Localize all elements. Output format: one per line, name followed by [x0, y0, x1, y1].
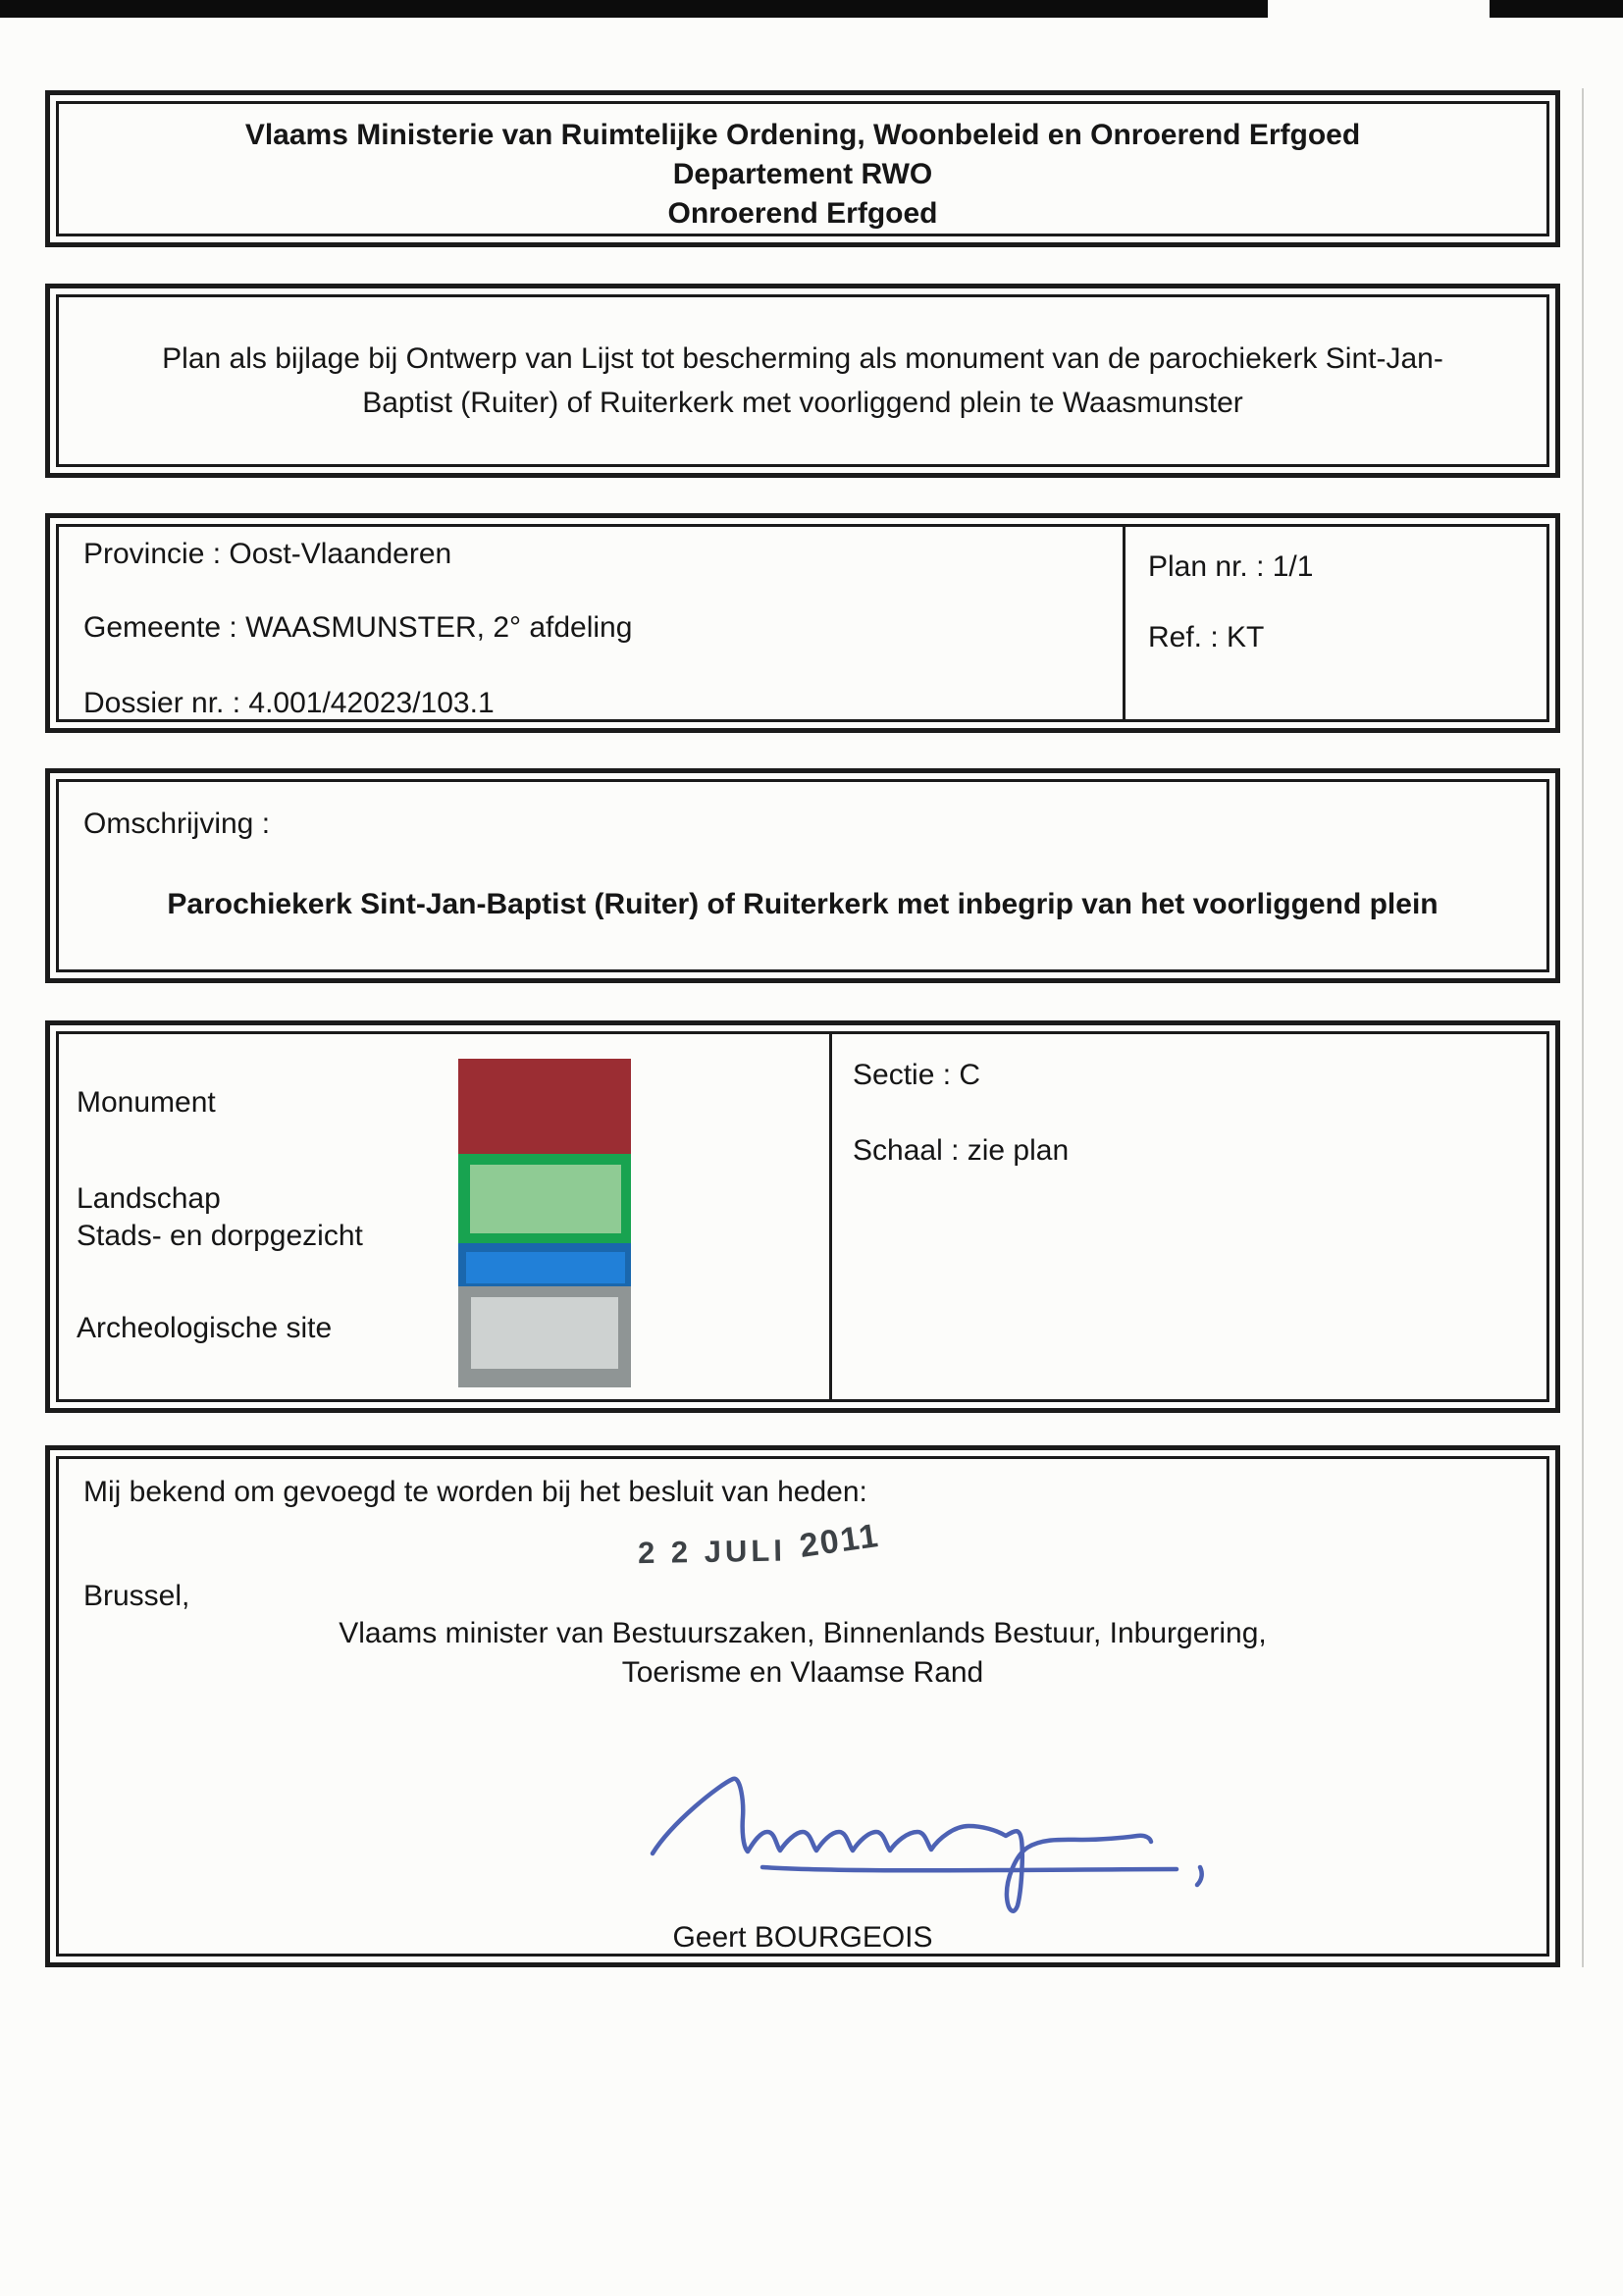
- stadsgezicht-color-swatch: [458, 1243, 631, 1286]
- department-title: Departement RWO: [672, 158, 933, 190]
- signature-strokes: [653, 1779, 1202, 1911]
- legend-label-stadsgezicht: Stads- en dorpgezicht: [77, 1220, 363, 1252]
- plan-title-line1: Plan als bijlage bij Ontwerp van Lijst tot bescherming als monument van de parochiekerk Sint-Jan-: [162, 342, 1443, 375]
- plan-nr-field: Plan nr. : 1/1: [1148, 550, 1314, 583]
- legend-label-archeologie: Archeologische site: [77, 1312, 333, 1344]
- schaal-field: Schaal : zie plan: [853, 1134, 1070, 1167]
- monument-color-swatch: [458, 1059, 631, 1154]
- legend-label-landschap: Landschap: [77, 1182, 221, 1215]
- scan-artifact-bar-right: [1490, 0, 1623, 18]
- approval-intro: Mij bekend om gevoegd te worden bij het besluit van heden:: [83, 1476, 867, 1508]
- date-stamp-day-month: 2 2 JULI: [637, 1533, 787, 1571]
- dossier-info-box: [45, 513, 1560, 733]
- scan-artifact-line: [1582, 88, 1584, 1967]
- gemeente-field: Gemeente : WAASMUNSTER, 2° afdeling: [83, 611, 633, 644]
- omschrijving-box: [45, 768, 1560, 983]
- legend-box-divider: [829, 1034, 832, 1399]
- signature-image: [633, 1753, 1222, 1920]
- landschap-color-swatch: [458, 1154, 631, 1243]
- dossier-nr-field: Dossier nr. : 4.001/42023/103.1: [83, 687, 495, 719]
- landschap-color-fill: [470, 1165, 621, 1233]
- archeologie-color-fill: [471, 1297, 618, 1369]
- provincie-field: Provincie : Oost-Vlaanderen: [83, 538, 452, 570]
- archeologie-color-swatch: [458, 1286, 631, 1387]
- stadsgezicht-color-fill: [466, 1252, 625, 1283]
- legend-label-monument: Monument: [77, 1086, 216, 1119]
- place-label: Brussel,: [83, 1580, 190, 1612]
- legend-box: [45, 1020, 1560, 1413]
- approval-box: [45, 1445, 1560, 1967]
- plan-title-line2: Baptist (Ruiter) of Ruiterkerk met voorliggend plein te Waasmunster: [362, 387, 1243, 419]
- date-stamp: [637, 1516, 882, 1572]
- scan-artifact-bar-left: [0, 0, 1268, 18]
- omschrijving-description: Parochiekerk Sint-Jan-Baptist (Ruiter) of Ruiterkerk met inbegrip van het voorliggend plein: [167, 888, 1439, 920]
- info-box-divider: [1123, 527, 1126, 719]
- ref-field: Ref. : KT: [1148, 621, 1265, 653]
- ministry-header-box: [45, 90, 1560, 247]
- minister-title-line1: Vlaams minister van Bestuurszaken, Binnenlands Bestuur, Inburgering,: [339, 1617, 1267, 1649]
- minister-title-line2: Toerisme en Vlaamse Rand: [621, 1656, 984, 1689]
- date-stamp-year: 2011: [797, 1516, 882, 1565]
- plan-title-box: [45, 284, 1560, 478]
- signatory-name: Geert BOURGEOIS: [672, 1921, 933, 1954]
- omschrijving-label: Omschrijving :: [83, 808, 271, 840]
- legend-color-column: [458, 1059, 631, 1387]
- signature-comma: [1197, 1867, 1202, 1885]
- ministry-title: Vlaams Ministerie van Ruimtelijke Ordening, Woonbeleid en Onroerend Erfgoed: [244, 119, 1361, 151]
- sectie-field: Sectie : C: [853, 1059, 981, 1091]
- agency-title: Onroerend Erfgoed: [667, 197, 938, 230]
- signature-path: [653, 1779, 1151, 1911]
- signature-underline: [762, 1867, 1177, 1870]
